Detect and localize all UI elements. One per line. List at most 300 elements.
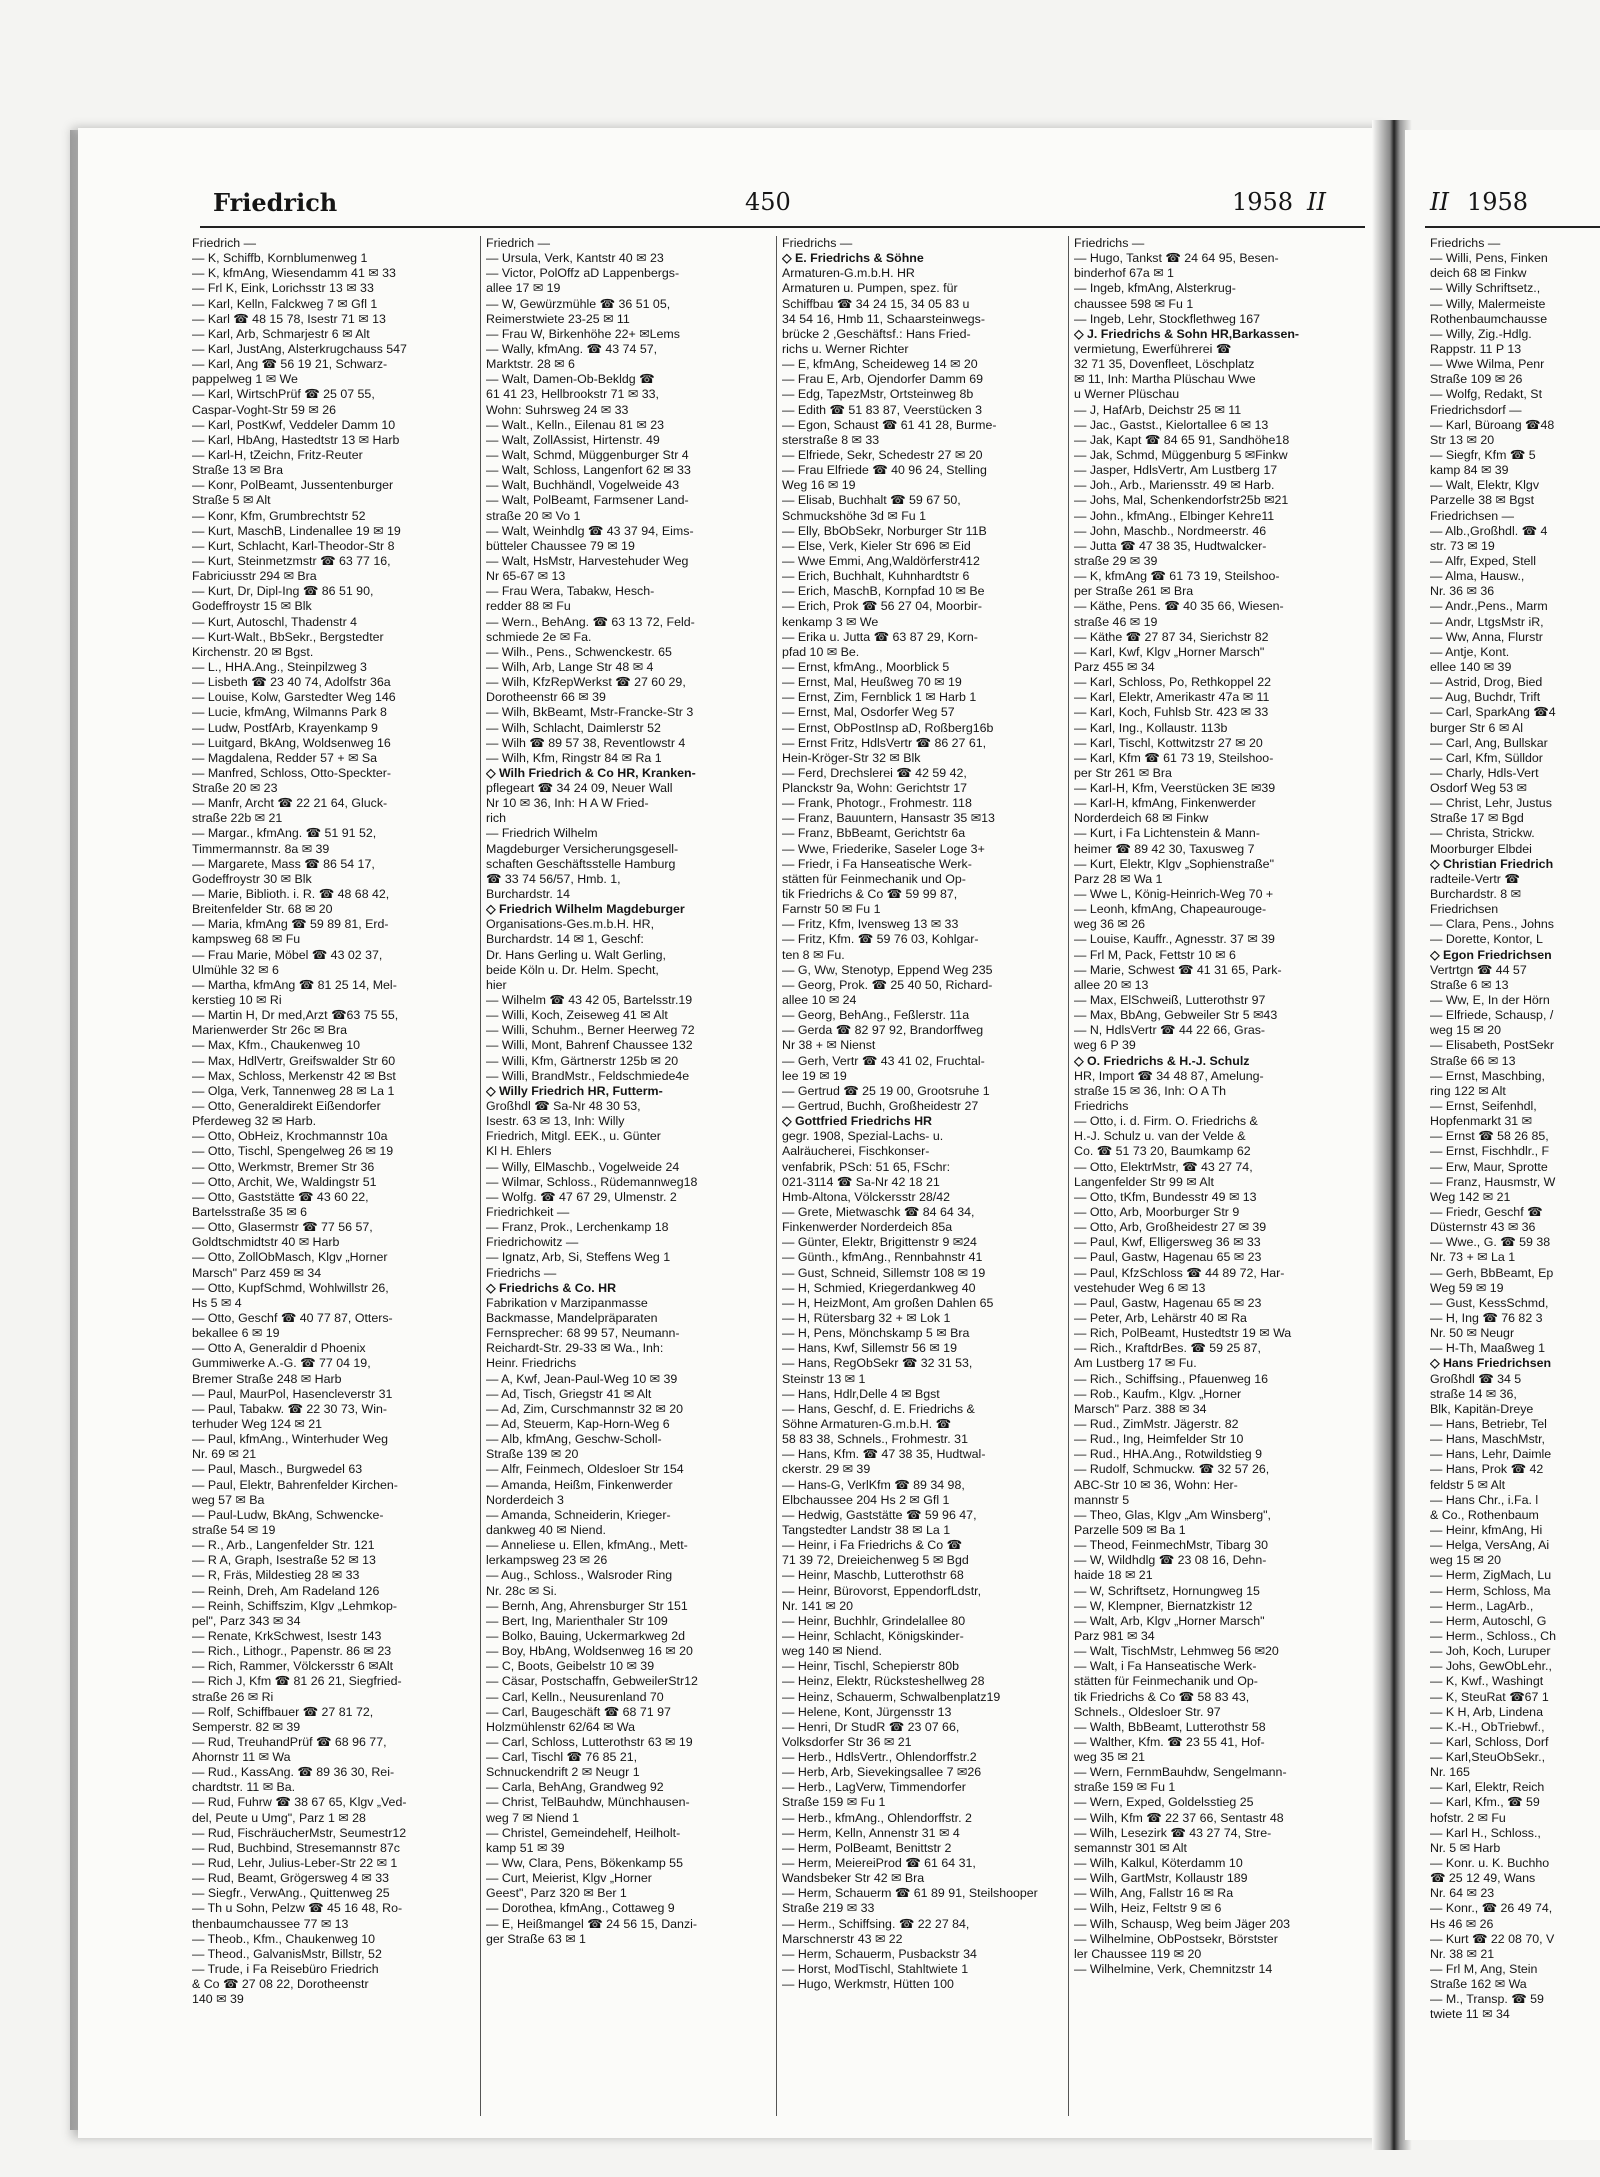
directory-entry-line: — Victor, PolOffz aD Lappenbergs- [486,266,680,281]
directory-entry-line: — Walt., Kelln., Eilenau 81 ✉ 23 [486,417,664,432]
directory-entry-line: 61 41 23, Hellbrookstr 71 ✉ 33, [486,387,659,402]
directory-entry-line: tik Friedrichs & Co ☎ 59 99 87, [782,887,958,902]
directory-entry-line: Semperstr. 82 ✉ 39 [192,1719,301,1734]
directory-entry-line: — Andr.,Pens., Marm [1430,599,1548,614]
directory-entry-line: Blk, Kapitän-Dreye [1430,1401,1534,1416]
directory-entry-line: — Herm., Schiffsing. ☎ 22 27 84, [782,1916,970,1931]
directory-entry-line: — Wern., BehAng. ☎ 63 13 72, Feld- [486,614,695,629]
directory-entry-line: Straße 159 ✉ Fu 1 [782,1795,886,1810]
directory-entry-line: — Manfr, Archt ☎ 22 21 64, Gluck- [192,796,388,811]
directory-entry-line: kenkamp 3 ✉ We [782,614,879,629]
directory-entry-line: — H, Rütersbarg 32 + ✉ Lok 1 [782,1310,951,1325]
directory-entry-line: Straße 13 ✉ Bra [192,463,283,478]
directory-entry-line: — Egon, Schaust ☎ 61 41 28, Burme- [782,417,997,432]
directory-entry-line: weg 6 P 39 [1074,1038,1136,1053]
directory-entry-line: — Walt, i Fa Hanseatische Werk- [1074,1659,1257,1674]
directory-entry-line: — Willi, Schuhm., Berner Heerweg 72 [486,1023,695,1038]
directory-entry-line: — Ernst, Zim, Fernblick 1 ✉ Harb 1 [782,690,977,705]
directory-entry-line: weg 7 ✉ Niend 1 [486,1810,580,1825]
directory-entry-line: — H, Pens, Mönchskamp 5 ✉ Bra [782,1326,970,1341]
directory-entry-line: — Alb.,Großhdl. ☎ 4 [1430,523,1548,538]
directory-entry-line: — Rud., ZimMstr. Jägerstr. 82 [1074,1416,1239,1431]
directory-entry-line: — Charly, Hdls-Vert [1430,765,1539,780]
directory-entry-line: — Herm, Schauerm, Pusbackstr 34 [782,1946,977,1961]
directory-entry-line: — Wolfg. ☎ 47 67 29, Ulmenstr. 2 [486,1189,677,1204]
directory-entry-line: — Rich J, Kfm ☎ 81 26 21, Siegfried- [192,1674,402,1689]
directory-entry-line: — Rich., KraftdrBes. ☎ 59 25 87, [1074,1341,1261,1356]
directory-entry-line: — Paul, Gastw, Hagenau 65 ✉ 23 [1074,1250,1262,1265]
directory-entry-line: — Georg, Prok. ☎ 25 40 50, Richard- [782,977,993,992]
directory-year: 1958 [1232,188,1294,216]
directory-entry-line: thenbaumchaussee 77 ✉ 13 [192,1916,349,1931]
directory-entry-line: — Walther, Kfm. ☎ 23 55 41, Hof- [1074,1734,1265,1749]
directory-entry-line: — Rud, Lehr, Julius-Leber-Str 22 ✉ 1 [192,1856,398,1871]
directory-entry-line: — Rich., Schiffsing., Pfauenweg 16 [1074,1371,1268,1386]
directory-entry-line: Schnuckendrift 2 ✉ Neugr 1 [486,1765,640,1780]
directory-entry-line: Düsternstr 43 ✉ 36 [1430,1220,1536,1235]
directory-entry-line: pel", Parz 343 ✉ 34 [192,1613,301,1628]
directory-entry-line: — Frau W, Birkenhöhe 22+ ✉Lems [486,326,680,341]
directory-entry-line: — Kurt, Steinmetzmstr ☎ 63 77 16, [192,553,391,568]
directory-entry-line: allee 20 ✉ 13 [1074,977,1149,992]
directory-entry-line: Bremer Straße 248 ✉ Harb [192,1371,342,1386]
directory-section: II [1307,188,1326,216]
directory-entry-line: — Karl, Schloss, Dorf [1430,1734,1549,1749]
directory-entry-line: Friedrichsen [1430,902,1499,917]
directory-entry-line: weg 36 ✉ 26 [1074,917,1146,932]
directory-entry-line: — Herm, PolBeamt, Benittstr 2 [782,1840,952,1855]
directory-entry-line: — Bernh, Ang, Ahrensburger Str 151 [486,1598,688,1613]
directory-entry-line: — Wern, FernmBauhdw, Sengelmann- [1074,1765,1287,1780]
directory-entry-line: — Karl-H, kfmAng, Finkenwerder [1074,796,1256,811]
directory-entry-line: Langenfelder Str 99 ✉ Alt [1074,1174,1214,1189]
directory-entry-line: Friedrich — [486,236,551,250]
directory-entry-line: — Alfr, Exped, Stell [1430,553,1537,568]
directory-entry-line: — Heinr, Schlacht, Königskinder- [782,1628,964,1643]
directory-entry-line: — Rud., HHA.Ang., Rotwildstieg 9 [1074,1447,1263,1462]
directory-entry-line: Reichardt-Str. 29-33 ✉ Wa., Inh: [486,1341,664,1356]
directory-entry-line: — Herm, Autoschl, G [1430,1613,1547,1628]
directory-entry-line: — Friedr, i Fa Hanseatische Werk- [782,856,972,871]
directory-entry-line: — Käthe, Pens. ☎ 40 35 66, Wiesen- [1074,599,1284,614]
directory-entry-line: tik Friedrichs & Co ☎ 58 83 43, [1074,1689,1250,1704]
directory-entry-line: — J, HafArb, Deichstr 25 ✉ 11 [1074,402,1242,417]
directory-entry-line: Schnels., Oldesloer Str. 97 [1074,1704,1221,1719]
directory-entry-line: — Konr., ☎ 26 49 74, [1430,1901,1553,1916]
directory-entry-line: — Hans, Kfm. ☎ 47 38 35, Hudtwal- [782,1447,986,1462]
directory-entry-line: — Wilhelm ☎ 43 42 05, Bartelsstr.19 [486,993,693,1008]
directory-entry-line: Norderdeich 3 [486,1492,564,1507]
directory-entry-line: — Franz, Hausmstr, W [1430,1174,1556,1189]
directory-entry-line: — Otto, Glasermstr ☎ 77 56 57, [192,1220,373,1235]
directory-entry-line: Vertrtgn ☎ 44 57 [1430,962,1527,977]
directory-entry-line: Friedrichsdorf — [1430,402,1522,417]
directory-entry-line: — Henri, Dr StudR ☎ 23 07 66, [782,1719,960,1734]
directory-entry-line: ◇ Friedrichs & Co. HR [486,1280,617,1295]
directory-entry-line: — K, kfmAng ☎ 61 73 19, Steilshoo- [1074,569,1280,584]
directory-entry-line: — Siegfr, Kfm ☎ 5 [1430,447,1536,462]
directory-entry-line: kerstieg 10 ✉ Ri [192,993,282,1008]
directory-entry-line: — Konr, PolBeamt, Jussentenburger [192,478,394,493]
directory-entry-line: Friedrichs — [486,1265,557,1280]
directory-entry-line: — Walt, HsMstr, Harvestehuder Weg [486,553,689,568]
directory-entry-line: — Th u Sohn, Pelzw ☎ 45 16 48, Ro- [192,1901,403,1916]
directory-entry-line: Godeffroystr 30 ✉ Blk [192,871,312,886]
directory-entry-line: Rothenbaumchausse [1430,311,1548,326]
directory-entry-line: — Günth., kfmAng., Rennbahnstr 41 [782,1250,983,1265]
directory-entry-line: Ulmühle 32 ✉ 6 [192,962,279,977]
directory-entry-line: — Ernst, Maschbing, [1430,1068,1546,1083]
directory-entry-line: — Martha, kfmAng ☎ 81 25 14, Mel- [192,977,397,992]
directory-entry-line: — Helga, VersAng, Ai [1430,1538,1550,1553]
directory-entry-line: — Ernst, Mal, Osdorfer Weg 57 [782,705,955,720]
directory-entry-line: Straße 139 ✉ 20 [486,1447,579,1462]
directory-entry-line: — K H, Arb, Lindena [1430,1704,1543,1719]
directory-entry-line: sterstraße 8 ✉ 33 [782,432,880,447]
directory-entry-line: — Renate, KrkSchwest, Isestr 143 [192,1628,382,1643]
directory-entry-line: — Ernst ☎ 58 26 85, [1430,1129,1549,1144]
directory-entry-line: — Reinh, Schiffszim, Klgv „Lehmkop- [192,1598,397,1613]
directory-entry-line: Söhne Armaturen-G.m.b.H. ☎ [782,1416,952,1431]
directory-entry-line: per Straße 261 ✉ Bra [1074,584,1194,599]
directory-entry-line: — Otto, Arb, Großheidestr 27 ✉ 39 [1074,1220,1267,1235]
directory-entry-line: — H, Schmied, Kriegerdankweg 40 [782,1280,976,1295]
directory-entry-line: — N, HdlsVertr ☎ 44 22 66, Gras- [1074,1023,1266,1038]
directory-entry-line: — Heinr, Tischl, Schepierstr 80b [782,1659,959,1674]
directory-entry-line: — Ernst, Fischhdlr., F [1430,1144,1550,1159]
directory-entry-line: Elbchaussee 204 Hs 2 ✉ Gfl 1 [782,1492,950,1507]
directory-entry-line: — Herm., LagArb., [1430,1598,1534,1613]
directory-entry-line: — Joh., Arb., Mariensstr. 49 ✉ Harb. [1074,478,1275,493]
directory-entry-line: — R A, Graph, Isestraße 52 ✉ 13 [192,1553,376,1568]
directory-entry-line: stätten für Feinmechanik und Op- [1074,1674,1258,1689]
directory-entry-line: — Manfred, Schloss, Otto-Speckter- [192,765,392,780]
directory-entry-line: — Theod., GalvanisMstr, Billstr, 52 [192,1946,382,1961]
directory-entry-line: — Wilh, GartMstr, Kollaustr 189 [1074,1871,1248,1886]
directory-entry-line: Friedrichowitz — [486,1235,579,1250]
directory-entry-line: — Günter, Elektr, Brigittenstr 9 ✉24 [782,1235,977,1250]
directory-entry-line: Backmasse, Mandelpräparaten [486,1310,658,1325]
directory-entry-line: Nr 10 ✉ 36, Inh: H A W Fried- [486,796,649,811]
directory-entry-line: kamp 51 ✉ 39 [486,1840,565,1855]
directory-entry-line: — Wilh, BkBeamt, Mstr-Francke-Str 3 [486,705,694,720]
directory-entry-line: — Herb., kfmAng., Ohlendorffstr. 2 [782,1810,972,1825]
directory-entry-line: — Erika u. Jutta ☎ 63 87 29, Korn- [782,629,978,644]
directory-entry-line: — Ww, E, In der Hörn [1430,993,1550,1008]
directory-entry-line: Nr. 141 ✉ 20 [782,1598,853,1613]
directory-entry-line: — Gertrud, Buchh, Großheidestr 27 [782,1099,979,1114]
directory-entry-line: heimer ☎ 89 42 30, Taxusweg 7 [1074,841,1255,856]
directory-entry-line: hofstr. 2 ✉ Fu [1430,1810,1506,1825]
directory-entry-line: Heinr. Friedrichs [486,1356,577,1371]
directory-entry-line: — Olga, Verk, Tannenweg 28 ✉ La 1 [192,1083,395,1098]
directory-entry-line: — Erich, MaschB, Kornpfad 10 ✉ Be [782,584,985,599]
directory-entry-line: ellee 140 ✉ 39 [1430,659,1512,674]
directory-entry-line: stätten für Feinmechanik und Op- [782,871,966,886]
directory-entry-line: — Rud, Buchbind, Stresemannstr 87c [192,1840,400,1855]
directory-entry-line: chardtstr. 11 ✉ Ba. [192,1780,296,1795]
directory-entry-line: — Herm, Schauerm ☎ 61 89 91, Steilshooper [782,1886,1038,1901]
directory-entry-line: gegr. 1908, Spezial-Lachs- u. [782,1129,944,1144]
directory-entry-line: — Johs, Mal, Schenkendorfstr25b ✉21 [1074,493,1289,508]
directory-entry-line: — Hugo, Werkmstr, Hütten 100 [782,1977,954,1992]
directory-entry-line: — Frau Marie, Möbel ☎ 43 02 37, [192,947,383,962]
directory-entry-line: — Aug, Buchdr, Trift [1430,690,1541,705]
directory-entry-line: — Willy, Malermeiste [1430,296,1546,311]
directory-entry-line: — Karl, Kelln, Falckweg 7 ✉ Gfl 1 [192,296,378,311]
directory-entry-line: Großhdl ☎ 34 5 [1430,1371,1522,1386]
directory-entry-line: — Reinh, Dreh, Am Radeland 126 [192,1583,380,1598]
directory-entry-line: — Willy Schriftsetz., [1430,281,1541,296]
directory-entry-line: — Wilh, Kalkul, Köterdamm 10 [1074,1856,1243,1871]
directory-entry-line: — Wilh, Lesezirk ☎ 43 27 74, Stre- [1074,1825,1272,1840]
directory-entry-line: — G, Ww, Stenotyp, Eppend Weg 235 [782,962,993,977]
directory-entry-line: — Gust, Schneid, Sillemstr 108 ✉ 19 [782,1265,986,1280]
directory-entry-line: — Lisbeth ☎ 23 40 74, Adolfstr 36a [192,675,391,690]
directory-entry-line: radteile-Vertr ☎ [1430,871,1520,886]
directory-entry-line: pflegeart ☎ 34 24 09, Neuer Wall [486,781,673,796]
directory-entry-line: & Co ☎ 27 08 22, Dorotheenstr [192,1977,369,1992]
directory-entry-line: — Hans, MaschMstr, [1430,1432,1545,1447]
directory-entry-line: — Walt, Schmd, Müggenburger Str 4 [486,447,689,462]
directory-entry-line: — C, Boots, Geibelstr 10 ✉ 39 [486,1659,655,1674]
directory-entry-line: — Rudolf, Schmuckw. ☎ 32 57 26, [1074,1462,1270,1477]
directory-entry-line: — Max, Kfm., Chaukenweg 10 [192,1038,361,1053]
directory-entry-line: — Lucie, kfmAng, Wilmanns Park 8 [192,705,387,720]
directory-entry-line: ◇ Willy Friedrich HR, Futterm- [486,1083,663,1098]
directory-entry-line: — Franz, Prok., Lerchenkamp 18 [486,1220,669,1235]
directory-entry-line: per Str 261 ✉ Bra [1074,765,1172,780]
directory-entry-line: Nr. 50 ✉ Neugr [1430,1326,1515,1341]
directory-entry-line: Str 13 ✉ 20 [1430,432,1495,447]
directory-entry-line: Timmermannstr. 8a ✉ 39 [192,841,330,856]
directory-entry-line: — Karl, Kwf, Klgv „Horner Marsch" [1074,644,1265,659]
directory-entry-line: — Otto, Gaststätte ☎ 43 60 22, [192,1189,369,1204]
directory-entry-line: — Wilh., Pens., Schwenckestr. 65 [486,644,672,659]
directory-entry-line: — Gerda ☎ 82 97 92, Brandorffweg [782,1023,984,1038]
running-head-surname: Friedrich [213,188,338,217]
directory-entry-line: — Walt, TischMstr, Lehmweg 56 ✉20 [1074,1644,1279,1659]
directory-entry-line: — Walt, PolBeamt, Farmsener Land- [486,493,689,508]
directory-entry-line: — Ursula, Verk, Kantstr 40 ✉ 23 [486,251,664,266]
directory-entry-line: — Alma, Hausw., [1430,569,1525,584]
directory-entry-line: — Kurt, i Fa Lichtenstein & Mann- [1074,826,1260,841]
directory-entry-line: — Gerh, Vertr ☎ 43 41 02, Fruchtal- [782,1053,985,1068]
directory-entry-line: — John, Maschb., Nordmeerstr. 46 [1074,523,1267,538]
directory-entry-line: — Max, Schloss, Merkenstr 42 ✉ Bst [192,1068,396,1083]
directory-entry-line: — A, Kwf, Jean-Paul-Weg 10 ✉ 39 [486,1371,678,1386]
directory-entry-line: — Otto, Archit, We, Waldingstr 51 [192,1174,377,1189]
directory-entry-line: Nr. 64 ✉ 23 [1430,1886,1495,1901]
directory-entry-line: — Karl, Schloss, Po, Rethkoppel 22 [1074,675,1271,690]
directory-entry-line: — Elisabeth, PostSekr [1430,1038,1554,1053]
directory-entry-line: — Wilh, Arb, Lange Str 48 ✉ 4 [486,659,654,674]
directory-entry-line: — Elfriede, Sekr, Schedestr 27 ✉ 20 [782,447,983,462]
directory-entry-line: Nr 65-67 ✉ 13 [486,569,566,584]
directory-entry-line: — Jasper, HdlsVertr, Am Lustberg 17 [1074,463,1278,478]
directory-entry-line: Fabrikation v Marzipanmasse [486,1295,648,1310]
directory-entry-line: — Grete, Mietwaschk ☎ 84 64 34, [782,1205,975,1219]
directory-entry-line: straße 54 ✉ 19 [192,1522,276,1537]
directory-entry-line: straße 20 ✉ Vo 1 [486,508,581,523]
directory-entry-line: — Karl, Ang ☎ 56 19 21, Schwarz- [192,357,388,372]
directory-entry-line: Marschnerstr 43 ✉ 22 [782,1931,903,1946]
directory-entry-line: Finkenwerder Norderdeich 85a [782,1220,953,1235]
directory-entry-line: Nr. 28c ✉ Si. [486,1583,557,1598]
directory-entry-line: — Heinr, Buchhlr, Grindelallee 80 [782,1613,966,1628]
directory-entry-line: — Erich, Buchhalt, Kuhnhardtstr 6 [782,569,970,584]
directory-entry-line: — Helene, Kont, Jürgensstr 13 [782,1704,952,1719]
directory-entry-line: — Otto, i. d. Firm. O. Friedrichs & [1074,1114,1258,1129]
directory-entry-line: — Trude, i Fa Reisebüro Friedrich [192,1962,379,1977]
directory-entry-line: — Fritz, Kfm. ☎ 59 76 03, Kohlgar- [782,932,979,947]
directory-entry-line: Gummiwerke A.-G. ☎ 77 04 19, [192,1356,371,1371]
directory-entry-line: — Andr, LtgsMstr iR, [1430,614,1544,629]
directory-entry-line: semannstr 301 ✉ Alt [1074,1840,1188,1855]
header-rule [200,226,1365,228]
directory-entry-line: feldstr 5 ✉ Alt [1430,1477,1506,1492]
directory-entry-line: — Bert, Ing, Marienthaler Str 109 [486,1613,668,1628]
directory-entry-line: — Carla, BehAng, Grandweg 92 [486,1780,664,1795]
directory-entry-line: — Jutta ☎ 47 38 35, Hudtwalcker- [1074,538,1267,553]
directory-entry-line: — Rolf, Schiffbauer ☎ 27 81 72, [192,1704,374,1719]
directory-entry-line: — Frl M, Pack, Fettstr 10 ✉ 6 [1074,947,1236,962]
directory-entry-line: Fernsprecher: 68 99 57, Neumann- [486,1326,680,1341]
directory-entry-line: ◇ Hans Friedrichsen [1430,1356,1552,1371]
directory-entry-line: — Karl, Büroang ☎48 [1430,417,1555,432]
directory-entry-line: — Karl ☎ 48 15 78, Isestr 71 ✉ 13 [192,311,386,326]
directory-entry-line: venfabrik, PSch: 51 65, FSchr: [782,1159,951,1174]
directory-entry-line: — Karl H., Schloss., [1430,1825,1541,1840]
directory-entry-line: — Ad, Tisch, Griegstr 41 ✉ Alt [486,1386,652,1401]
directory-entry-line: weg 35 ✉ 21 [1074,1750,1146,1765]
directory-entry-line: — Karl, Ing., Kollaustr. 113b [1074,720,1228,735]
directory-entry-line: — Willi, BrandMstr., Feldschmiede4e [486,1068,690,1083]
directory-entry-line: — L., HHA.Ang., Steinpilzweg 3 [192,659,367,674]
directory-entry-line: Straße 109 ✉ 26 [1430,372,1523,387]
directory-entry-line: — Marie, Biblioth. i. R. ☎ 48 68 42, [192,887,390,902]
directory-entry-line: 140 ✉ 39 [192,1992,244,2007]
directory-entry-line: Goldtschmidtstr 40 ✉ Harb [192,1235,340,1250]
directory-entry-line: — W, Gewürzmühle ☎ 36 51 05, [486,296,671,311]
directory-entry-line: deich 68 ✉ Finkw [1430,266,1527,281]
directory-entry-line: — R., Arb., Langenfelder Str. 121 [192,1538,375,1553]
directory-entry-line: — Frl M, Ang, Stein [1430,1962,1538,1977]
directory-entry-line: — Hans, Geschf, d. E. Friedrichs & [782,1401,975,1416]
directory-entry-line: straße 22b ✉ 21 [192,811,283,826]
directory-entry-line: Straße 6 ✉ 13 [1430,977,1509,992]
column-3 [782,236,1062,1992]
directory-entry-line: — Otto, ZollObMasch, Klgv „Horner [192,1250,388,1265]
directory-entry-line: ✉ 11, Inh: Martha Plüschau Wwe [1074,372,1256,387]
directory-entry-line: — Friedr, Geschf ☎ [1430,1205,1543,1219]
directory-entry-line: binderhof 67a ✉ 1 [1074,266,1174,281]
directory-entry-line: schmiede 2e ✉ Fa. [486,629,592,644]
directory-entry-line: — Wilh, KfzRepWerkst ☎ 27 60 29, [486,675,686,690]
directory-entry-line: Hopfenmarkt 31 ✉ [1430,1114,1532,1129]
directory-entry-line: Straße 219 ✉ 33 [782,1901,875,1916]
directory-entry-line: Parz 455 ✉ 34 [1074,659,1155,674]
directory-entry-line: — Walt, Schloss, Langenfort 62 ✉ 33 [486,463,691,478]
directory-entry-line: Aalräucherei, Fischkonser- [782,1144,930,1159]
directory-entry-line: — Ww, Clara, Pens, Bökenkamp 55 [486,1856,683,1871]
directory-entry-line: Osdorf Weg 53 ✉ [1430,781,1527,796]
directory-entry-line: ◇ Friedrich Wilhelm Magdeburger [486,902,685,917]
directory-entry-line: — Walt, Damen-Ob-Bekldg ☎ [486,372,655,387]
directory-entry-line: — Heinz, Elektr, Rücksteshellweg 28 [782,1674,985,1689]
directory-entry-line: haide 18 ✉ 21 [1074,1568,1153,1583]
directory-entry-line: — Paul, Gastw, Hagenau 65 ✉ 23 [1074,1295,1262,1310]
directory-entry-line: — Martin H, Dr med,Arzt ☎63 75 55, [192,1008,399,1023]
directory-entry-line: — Leonh, kfmAng, Chapeaurouge- [1074,902,1267,917]
right-header-rule [1425,226,1600,228]
directory-entry-line: — Otto, Geschf ☎ 40 77 87, Otters- [192,1310,393,1325]
directory-entry-line: dankweg 40 ✉ Niend. [486,1522,606,1537]
directory-entry-line: — Heinz, Schauerm, Schwalbenplatz19 [782,1689,1001,1704]
directory-entry-line: — Hans-G, VerlKfm ☎ 89 34 98, [782,1477,965,1492]
directory-entry-line: — Rich, PolBeamt, Hustedtstr 19 ✉ Wa [1074,1326,1292,1341]
directory-entry-line: richs u. Werner Richter [782,341,909,356]
directory-entry-line: Straße 5 ✉ Alt [192,493,271,508]
directory-entry-line: — Wilh, Heiz, Feltstr 9 ✉ 6 [1074,1901,1222,1916]
directory-entry-line: — Frl K, Eink, Lorichsstr 13 ✉ 33 [192,281,374,296]
directory-entry-line: — Kurt, Elektr, Klgv „Sophienstraße" [1074,856,1274,871]
directory-entry-line: vermietung, Ewerführerei ☎ [1074,341,1232,356]
directory-entry-line: — Willi, Pens, Finken [1430,251,1548,266]
directory-entry-line: — Otto, ElektrMstr, ☎ 43 27 74, [1074,1159,1253,1174]
directory-entry-line: — Hans, Lehr, Daimle [1430,1447,1552,1462]
directory-entry-line: — Ernst Fritz, HdlsVertr ☎ 86 27 61, [782,735,987,750]
directory-entry-line: — Anneliese u. Ellen, kfmAng., Mett- [486,1538,688,1553]
directory-entry-line: ◇ J. Friedrichs & Sohn HR,Barkassen- [1074,326,1300,341]
directory-entry-line: — H-Th, Maaßweg 1 [1430,1341,1545,1356]
directory-entry-line: — Karl-H, Kfm, Veerstücken 3E ✉39 [1074,781,1276,796]
directory-entry-line: — M., Transp. ☎ 59 [1430,1992,1544,2007]
directory-entry-line: — Paul, Tabakw. ☎ 22 30 73, Win- [192,1401,387,1416]
directory-entry-line: Rappstr. 11 P 13 [1430,341,1522,356]
directory-entry-line: — Erw, Maur, Sprotte [1430,1159,1548,1174]
directory-entry-line: — Konr, Kfm, Grumbrechtstr 52 [192,508,366,523]
directory-entry-line: terhuder Weg 124 ✉ 21 [192,1416,323,1431]
directory-entry-line: straße 14 ✉ 36, [1430,1386,1517,1401]
directory-entry-line: u Werner Plüschau [1074,387,1180,402]
directory-entry-line: Magdeburger Versicherungsgesell- [486,841,679,856]
directory-entry-line: — Herm, Kelln, Annenstr 31 ✉ 4 [782,1825,960,1840]
directory-entry-line: — Carl, Ang, Bullskar [1430,735,1548,750]
directory-entry-line: Hs 46 ✉ 26 [1430,1916,1494,1931]
directory-entry-line: — Walth, BbBeamt, Lutterothstr 58 [1074,1719,1266,1734]
directory-entry-line: ckerstr. 29 ✉ 39 [782,1462,871,1477]
directory-entry-line: twiete 11 ✉ 34 [1430,2007,1510,2022]
directory-entry-line: Straße 66 ✉ 13 [1430,1053,1516,1068]
directory-entry-line: — Karl, Kfm ☎ 61 73 19, Steilshoo- [1074,750,1274,765]
directory-entry-line: — Herm, ZigMach, Lu [1430,1568,1552,1583]
column-divider [1068,236,1069,2116]
directory-entry-line: HR, Import ☎ 34 48 87, Amelung- [1074,1068,1264,1083]
directory-entry-line: — Carl, SparkAng ☎4 [1430,705,1556,720]
directory-entry-line: — K, Schiffb, Kornblumenweg 1 [192,251,368,266]
directory-entry-line: 32 71 35, Dovenfleet, Löschplatz [1074,357,1255,372]
directory-entry-line: — Ernst, ObPostInsp aD, Roßberg16b [782,720,994,735]
directory-entry-line: — Hans, Hdlr,Delle 4 ✉ Bgst [782,1386,940,1401]
directory-entry-line: ◇ Egon Friedrichsen [1430,947,1552,962]
directory-entry-line: — Rich, Rammer, Völckersstr 6 ✉Alt [192,1659,394,1674]
directory-entry-line: — Karl,SteuObSekr., [1430,1750,1546,1765]
directory-entry-line: — Ad, Steuerm, Kap-Horn-Weg 6 [486,1416,670,1431]
directory-entry-line: straße 159 ✉ Fu 1 [1074,1780,1176,1795]
directory-entry-line: — Jak, Kapt ☎ 84 65 91, Sandhöhe18 [1074,432,1290,447]
directory-entry-line: — Theo, Glas, Klgv „Am Winsberg", [1074,1507,1271,1522]
